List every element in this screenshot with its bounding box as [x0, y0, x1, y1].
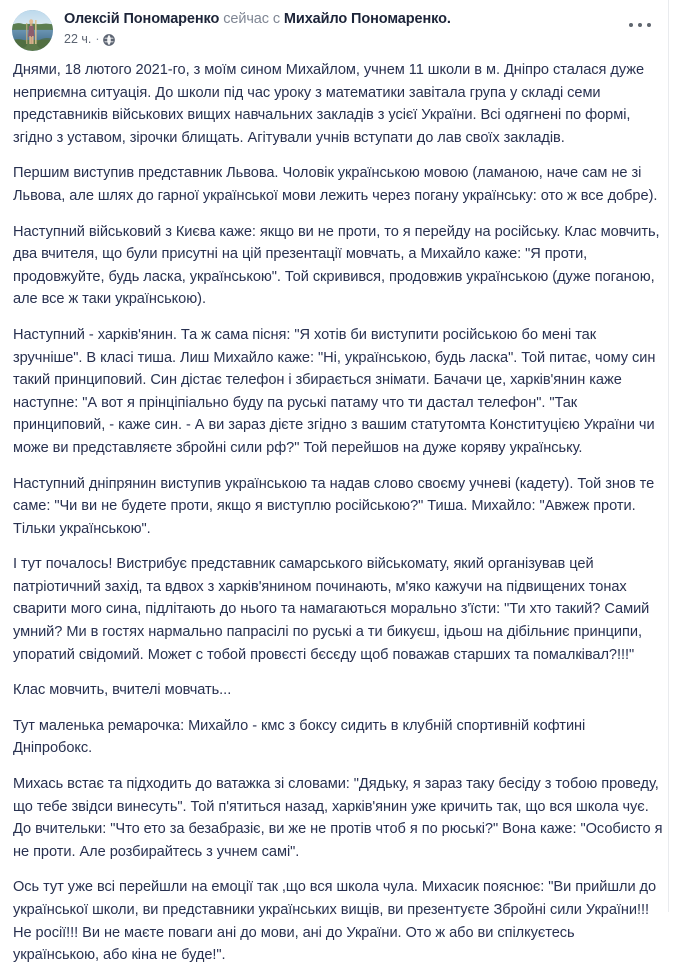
post-paragraph: Наступний дніпрянин виступив українською та надав слово своєму учневі (кадету). Той знов те саме: "Чи ви не будете проти, якщо я виступлю російською?" Тиша. Михайло: "Авжеж проти. Тільки українською". — [13, 475, 655, 537]
tagged-person-name[interactable]: Михайло Пономаренко — [283, 11, 447, 27]
avatar[interactable] — [12, 10, 53, 51]
post-author-name[interactable]: Олексій Пономаренко — [64, 11, 220, 27]
ellipsis-dot — [638, 23, 642, 27]
post-options-menu-button[interactable] — [627, 16, 653, 34]
globe-icon[interactable] — [103, 34, 115, 46]
post-paragraph: Днями, 18 лютого 2021-го, з моїм сином Михайлом, учнем 11 школи в м. Дніпро сталася дуже неприємна ситуація. До школи під час уроку з математики завітала група у складі семи представників військових вищих навчальних закладів з усієї України. Всі одягнені по формі, згідно з уставом, зірочки блищать. Агітували учнів вступати до лав своїх закладів. — [13, 62, 645, 146]
ellipsis-dot — [629, 23, 633, 27]
post-paragraph: Михась встає та підходить до ватажка зі словами: "Дядьку, я зараз таку бесіду з тобою проведу, що тебе звідси винесуть". Той п'ятиться назад, харків'янин уже кричить так, що вся школа чує. До вчительки: "Что ето за безабразіє, ви же не протів чтоб я по рюські?" Вона каже: "Особисто я не проти. Але розбирайтесь з учнем самі". — [13, 776, 663, 860]
post-paragraph: Ось тут уже всі перейшли на емоції так ,що вся школа чула. Михасик пояснює: "Ви прийшли до української школи, ви представники українських вищів, ви презентуєте Збройні сили України!!! Не росії!!! Ви не маєте поваги ані до мови, ані до України. Ото ж або ви спілкуєтесь українською, або кіна не буде!". — [13, 879, 657, 964]
byline-connector: сейчас с — [223, 11, 280, 27]
byline — [64, 10, 664, 29]
post-meta — [64, 31, 664, 47]
post-paragraph: Наступний - харків'янин. Та ж сама пісня: "Я хотів би виступити російською бо мені так зручніше". В класі тиша. Лиш Михайло каже: "Ні, українською, будь ласка". Той питає, чому син такий принциповий. Син дістає телефон і збирається знімати. Бачачи це, харків'янин каже наступне: "А вот я прінціпіально буду па руські патаму что ти дастал телефон". "Так принциповий, - каже син. - А ви зараз дієте згідно з вашим статутомта Конституцією України чи може ви представляєте збройні сили рф?" Той перейшов на дуже коряву українську. — [13, 326, 656, 456]
meta-separator: · — [95, 32, 100, 46]
post-paragraph: І тут почалось! Вистрибує представник самарського військомату, який організував цей патріотичний захід, та вдвох з харків'янином починають, м'яко кажучи на підвищених тонах сварити мого сина, підлітають до нього та намагаються морально з'їсти: "Ти хто такий? Самий умний? Ми в гостях нармально папрасілі по руські а ти бикуєш, ідьош на дібільниє принципи, упоратий свідомий. Может с тобой провєсті бєсєду щоб поважав старших та помалківал?!!!" — [13, 556, 650, 663]
panel-divider — [668, 0, 669, 912]
post-paragraph: Наступний військовий з Києва каже: якщо ви не проти, то я перейду на російську. Клас мовчить, два вчителя, що були присутні на цій презентації мовчать, а Михайло каже: "Я проти, продовжуйте, будь ласка, українською". Той скривився, продовжив українською (дуже поганою, але все ж таки українською). — [13, 223, 660, 308]
header-text-block — [64, 9, 664, 47]
post-paragraph: Клас мовчить, вчителі мовчать... — [13, 682, 232, 699]
post-paragraph: Першим виступив представник Львова. Чоловік українською мовою (ламаною, наче сам не зі Львова, але шлях до гарної української мови лежить через погану українську: ото ж все добре). — [13, 165, 658, 204]
ellipsis-dot — [647, 23, 651, 27]
post-body — [0, 52, 676, 967]
post-timestamp[interactable]: 22 ч. — [64, 32, 92, 46]
byline-period: . — [446, 11, 451, 27]
post-header — [0, 0, 676, 52]
post-paragraph: Тут маленька ремарочка: Михайло - кмс з боксу сидить в клубній спортивній кофтині Дніпробокс. — [13, 717, 586, 757]
